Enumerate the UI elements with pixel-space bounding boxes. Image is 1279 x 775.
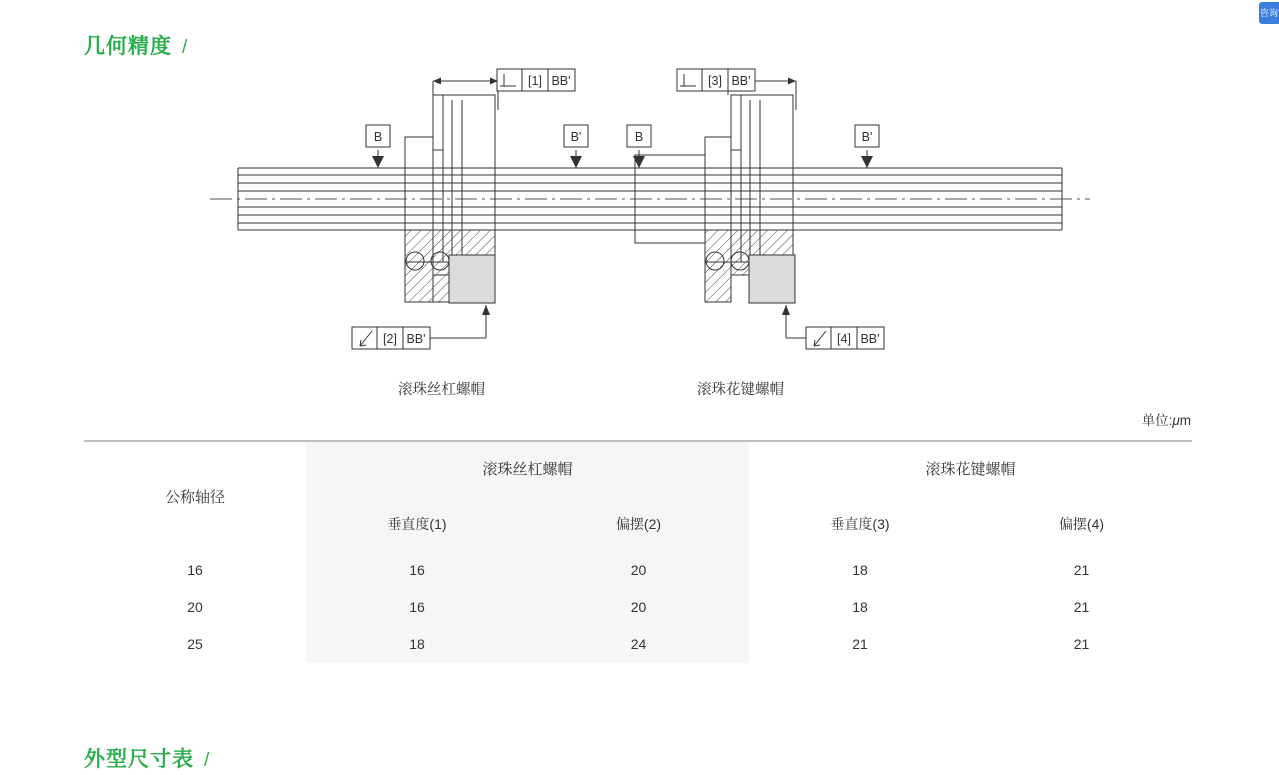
datum-label-bprime-right: B': [861, 130, 873, 144]
cell-axis-diameter: 16: [187, 562, 203, 578]
table-header-perpendicularity-3: 垂直度(3): [830, 516, 890, 532]
cell-perpendicularity-3: 18: [852, 599, 868, 615]
cell-perpendicularity-3: 21: [852, 636, 868, 652]
cell-runout-2: 20: [528, 552, 749, 589]
section-heading-geometry: [84, 30, 188, 60]
svg-text:[4]: [4]: [837, 332, 851, 346]
cell-perpendicularity-1: 18: [306, 626, 528, 663]
section-heading-slash: /: [204, 750, 211, 771]
table-header-group-spline: 滚珠花键螺帽: [749, 441, 1192, 497]
table-header-axis-diameter: 公称轴径: [84, 441, 306, 552]
tolerance-frame-2: [352, 327, 430, 349]
table-row: [84, 626, 1192, 663]
ball-screw-spline-drawing: [200, 55, 1100, 385]
table-row: [84, 589, 1192, 626]
svg-text:BB': BB': [551, 74, 571, 88]
unit-note-symbol: μ: [1172, 413, 1180, 428]
caption-ball-spline-nut: 滚珠花键螺帽: [697, 382, 784, 398]
unit-note-suffix: m: [1179, 413, 1191, 428]
table-row: [84, 552, 1192, 589]
svg-text:BB': BB': [406, 332, 426, 346]
tolerance-frame-1: [497, 69, 575, 91]
floating-contact-button[interactable]: [1259, 2, 1279, 24]
svg-text:[2]: [2]: [383, 332, 397, 346]
svg-text:[3]: [3]: [708, 74, 722, 88]
tolerance-frame-3: [677, 69, 755, 91]
cell-runout-2: 24: [528, 626, 749, 663]
cell-runout-4: 21: [1073, 562, 1090, 578]
cell-axis-diameter: 25: [187, 636, 203, 652]
cell-runout-2: 20: [528, 589, 749, 626]
datum-label-b-right: B: [634, 130, 644, 144]
tolerance-frame-4: [806, 327, 884, 349]
geometry-diagram: [200, 55, 1100, 385]
unit-note-prefix: 单位:: [1141, 413, 1173, 428]
cell-perpendicularity-1: 16: [306, 552, 528, 589]
section-heading-slash: /: [182, 37, 189, 58]
caption-ball-screw-nut: 滚珠丝杠螺帽: [398, 382, 485, 398]
table-header-group-screw: 滚珠丝杠螺帽: [306, 441, 749, 497]
datum-label-bprime-left: B': [570, 130, 582, 144]
svg-text:[1]: [1]: [528, 74, 542, 88]
geometry-accuracy-table: [84, 440, 1192, 663]
section-heading-dimension-text: 外型尺寸表: [84, 748, 194, 771]
svg-text:BB': BB': [731, 74, 751, 88]
table-header-group-row: [84, 441, 1192, 497]
section-heading-geometry-text: 几何精度: [84, 35, 172, 58]
table-header-runout-2: 偏摆(2): [528, 497, 749, 552]
cell-perpendicularity-3: 18: [852, 562, 868, 578]
cell-axis-diameter: 20: [187, 599, 203, 615]
cell-runout-4: 21: [1073, 636, 1090, 652]
floating-contact-button-label: 咨询: [1259, 8, 1278, 18]
svg-text:BB': BB': [860, 332, 880, 346]
datum-label-b-left: B: [373, 130, 383, 144]
section-heading-dimension: [84, 743, 210, 773]
cell-runout-4: 21: [1073, 599, 1090, 615]
table-header-perpendicularity-1: 垂直度(1): [306, 497, 528, 552]
cell-perpendicularity-1: 16: [306, 589, 528, 626]
unit-note: [1142, 409, 1191, 429]
table-header-runout-4: 偏摆(4): [1058, 516, 1105, 532]
